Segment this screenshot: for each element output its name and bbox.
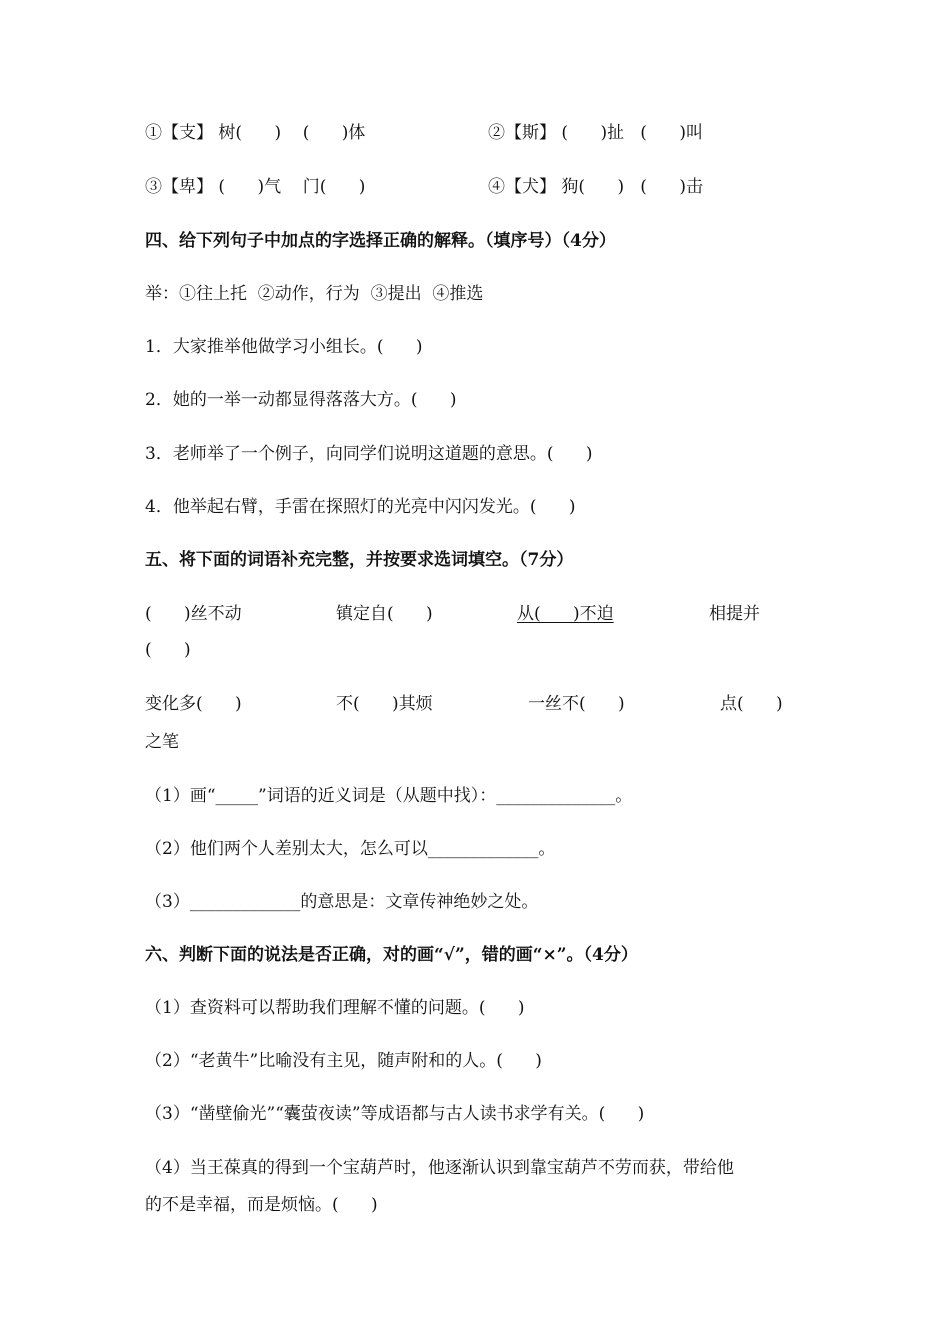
s5-word-3-underlined: 从( )不迫	[517, 604, 614, 624]
section6-item-4: （4）当王葆真的得到一个宝葫芦时，他逐渐认识到靠宝葫芦不劳而获，带给他	[145, 1158, 734, 1178]
s3-row2-part1: ③【卑】 ( )气 门( )	[145, 177, 366, 197]
s5-question-1: （1）画“_____”词语的近义词是（从题中找）：______________。	[145, 786, 633, 806]
section6-item-2: （2）“老黄牛”比喻没有主见，随声附和的人。( )	[145, 1051, 542, 1071]
section6-item-4-cont: 的不是幸福，而是烦恼。( )	[145, 1195, 378, 1215]
s5-word-7: 一丝不( )	[528, 694, 625, 714]
s5-word-5: 变化多( )	[145, 694, 242, 714]
s5-word-6: 不( )其烦	[336, 694, 433, 714]
section4-item-4: 4．他举起右臂，手雷在探照灯的光亮中闪闪发光。( )	[145, 497, 576, 517]
section4-heading: 四、给下列句子中加点的字选择正确的解释。（填序号）（4分）	[145, 231, 616, 251]
section4-options: 举：①往上托 ②动作，行为 ③提出 ④推选	[145, 284, 484, 304]
section4-item-1: 1．大家推举他做学习小组长。( )	[145, 337, 423, 357]
s5-question-2: （2）他们两个人差别太大，怎么可以_____________。	[145, 839, 556, 859]
s3-row2-part2: ④【犬】 狗( ) ( )击	[488, 177, 703, 197]
section4-item-2: 2．她的一举一动都显得落落大方。( )	[145, 390, 457, 410]
s5-word-4-cont: ( )	[145, 640, 191, 660]
s5-word-8-cont: 之笔	[145, 732, 179, 752]
section6-item-3: （3）“凿壁偷光”“囊萤夜读”等成语都与古人读书求学有关。( )	[145, 1104, 645, 1124]
s5-word-1: ( )丝不动	[145, 604, 242, 624]
s5-word-2: 镇定自( )	[336, 604, 433, 624]
section6-item-1: （1）查资料可以帮助我们理解不懂的问题。( )	[145, 998, 525, 1018]
s5-question-3: （3）_____________的意思是：文章传神绝妙之处。	[145, 892, 539, 912]
s3-row1-part2: ②【斯】 ( )扯 ( )叫	[488, 123, 703, 143]
s5-word-4: 相提并	[709, 604, 760, 624]
section4-item-3: 3．老师举了一个例子，向同学们说明这道题的意思。( )	[145, 444, 593, 464]
s5-word-8: 点( )	[720, 694, 783, 714]
s3-row1-part1: ①【支】 树( ) ( )体	[145, 123, 366, 143]
section5-heading: 五、将下面的词语补充完整，并按要求选词填空。（7分）	[145, 550, 574, 570]
section6-heading: 六、判断下面的说法是否正确，对的画“√”，错的画“×”。（4分）	[145, 945, 638, 965]
